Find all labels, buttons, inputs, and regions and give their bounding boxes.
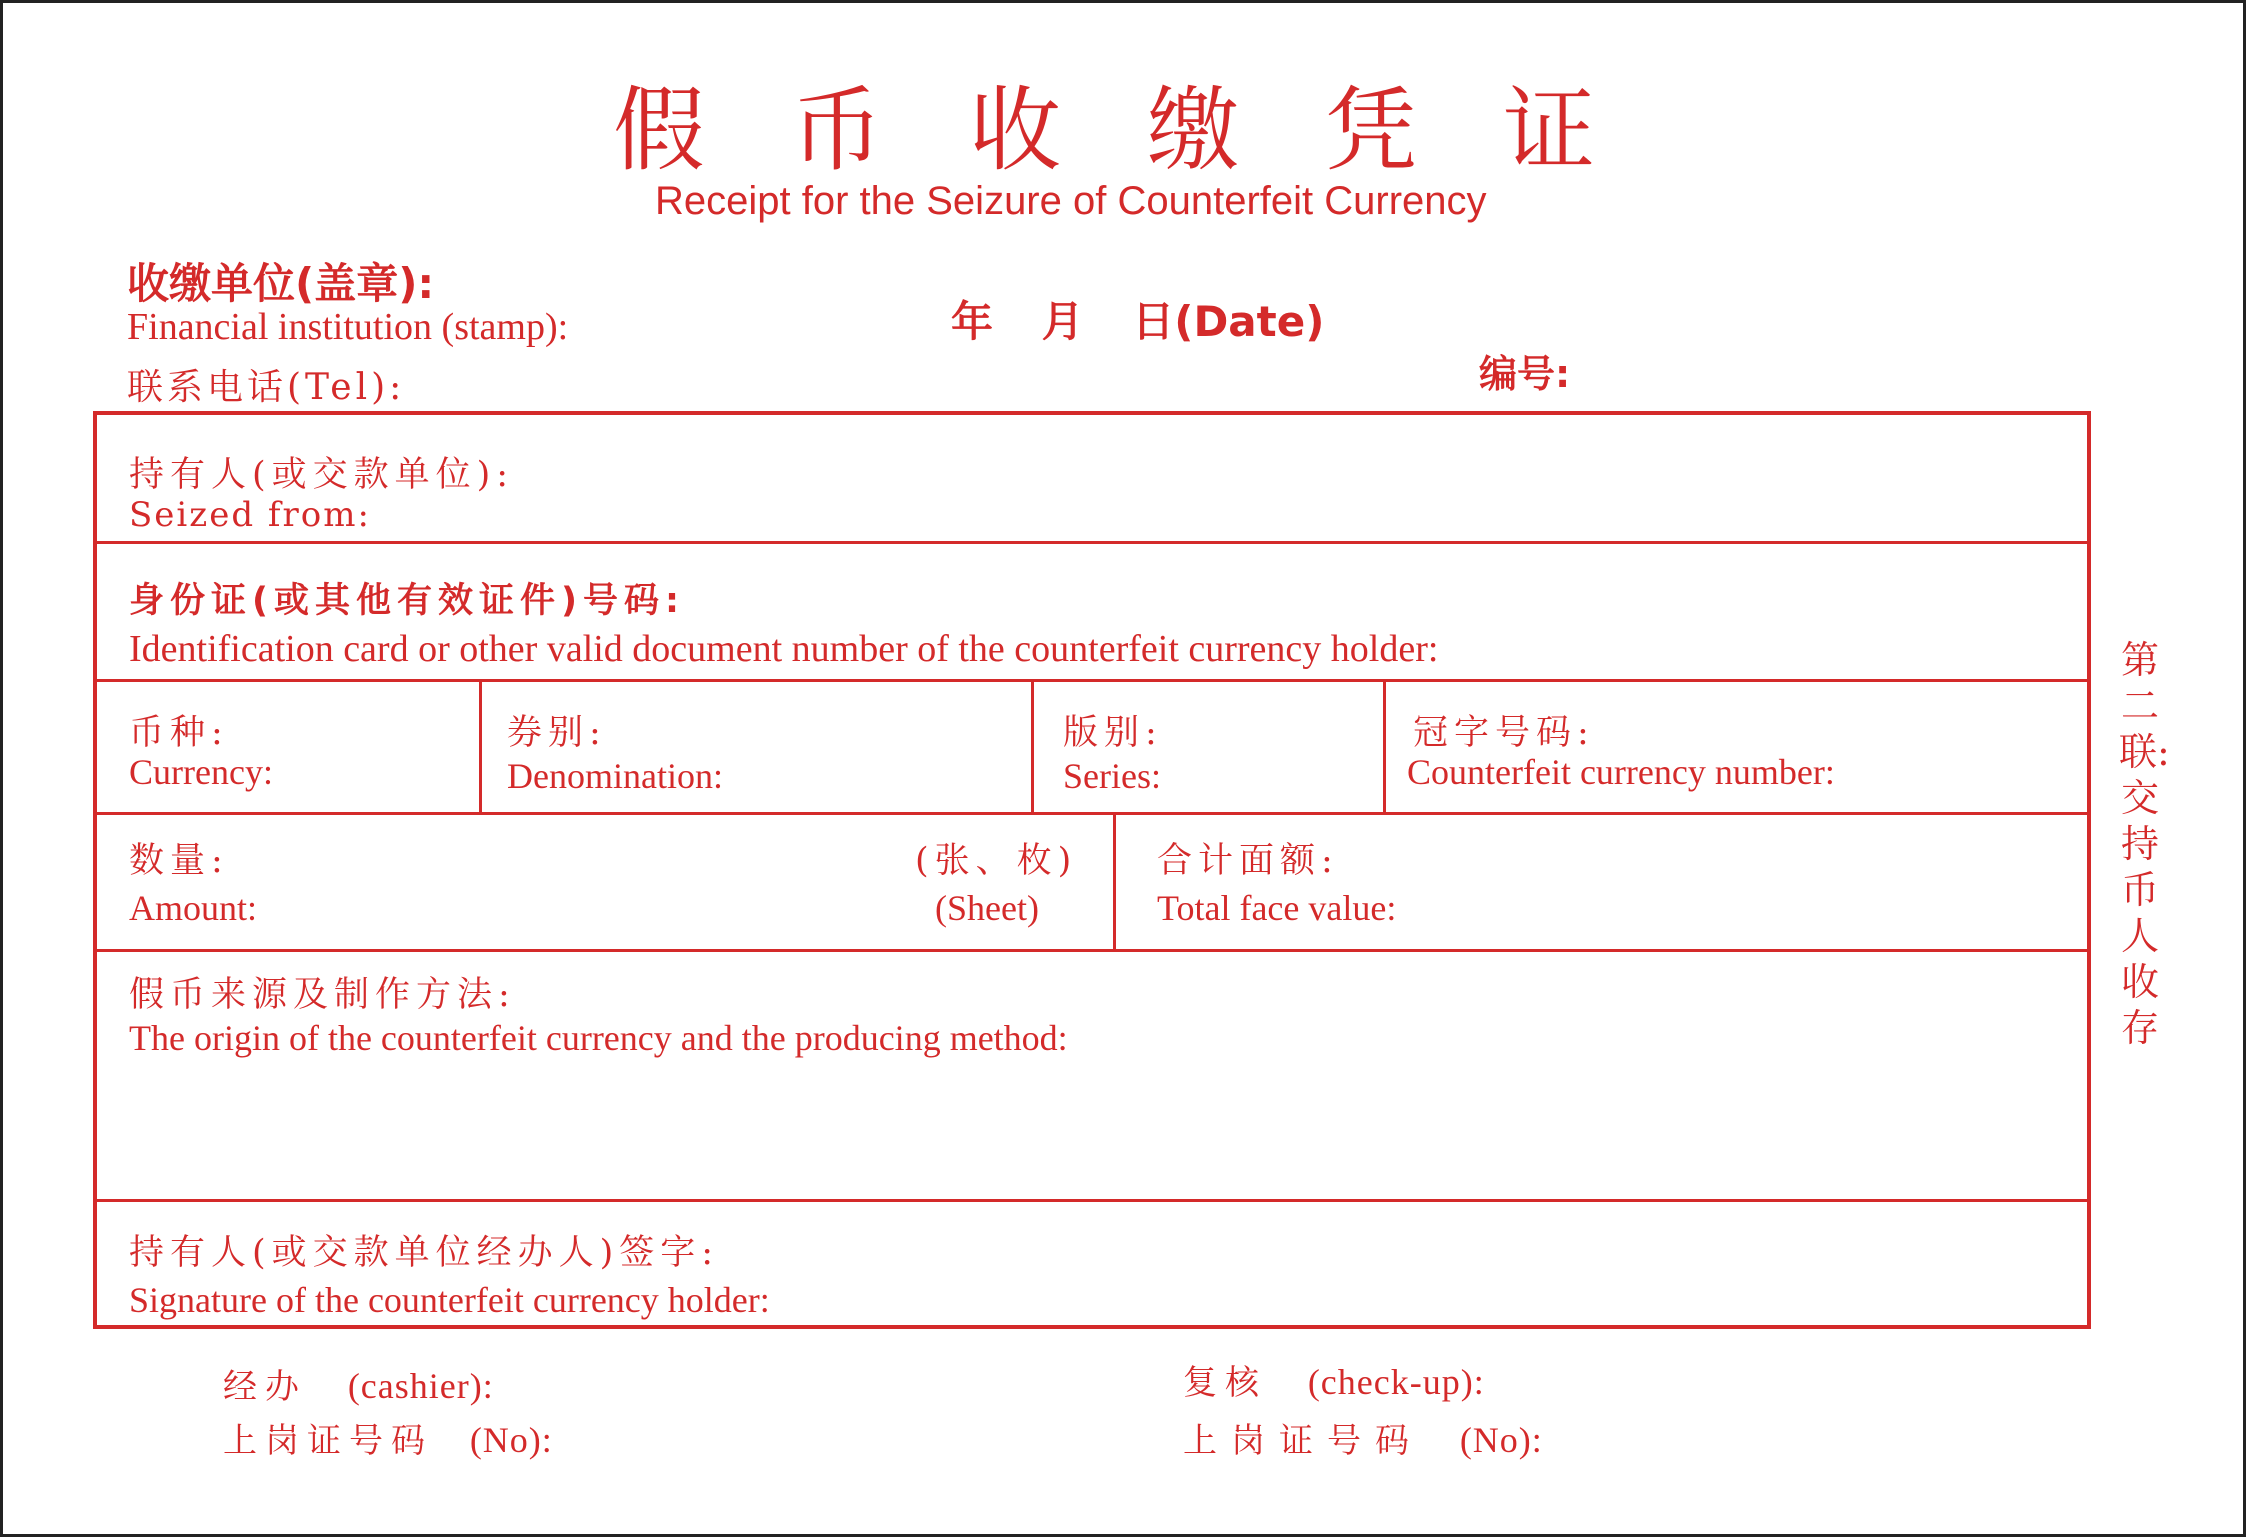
series-label-cn: 版别: <box>1063 713 1163 753</box>
row-divider <box>97 812 2087 815</box>
total-value-label-en: Total face value: <box>1157 888 1397 928</box>
serial-number-label-en: Counterfeit currency number: <box>1407 752 1835 792</box>
checkup-no-label-en: (No): <box>1459 1420 1543 1460</box>
cashier-no-label-cn: 上岗证号码 <box>223 1421 433 1461</box>
id-label-cn: 身份证(或其他有效证件)号码: <box>129 581 685 621</box>
denomination-label-en: Denomination: <box>507 756 723 796</box>
column-divider <box>1383 679 1386 812</box>
amount-unit-en: (Sheet) <box>935 888 1039 928</box>
signature-label-cn: 持有人(或交款单位经办人)签字: <box>129 1233 720 1273</box>
currency-label-cn: 币种: <box>129 713 229 753</box>
amount-label-en: Amount: <box>129 888 258 928</box>
serial-number-label: 编号: <box>1479 352 1571 396</box>
column-divider <box>1031 679 1034 812</box>
title-chinese: 假币收缴凭证 <box>613 77 1682 184</box>
cashier-label-cn: 经办 <box>223 1367 307 1407</box>
row-divider <box>97 949 2087 952</box>
denomination-label-cn: 券别: <box>507 713 607 753</box>
institution-label-cn: 收缴单位(盖章): <box>127 259 435 308</box>
origin-label-en: The origin of the counterfeit currency and the producing method: <box>129 1018 1068 1058</box>
holder-label-cn: 持有人(或交款单位): <box>129 455 515 495</box>
checkup-label <box>1183 1355 1485 1404</box>
currency-label-en: Currency: <box>129 752 273 792</box>
checkup-no-label-cn: 上岗证号码 <box>1183 1421 1423 1461</box>
column-divider <box>479 679 482 812</box>
signature-label-en: Signature of the counterfeit currency holder: <box>129 1280 770 1320</box>
checkup-no-label <box>1183 1413 1543 1462</box>
tel-label: 联系电话(Tel): <box>127 367 406 408</box>
checkup-label-en: (check-up): <box>1307 1362 1485 1402</box>
cashier-label-en: (cashier): <box>347 1366 494 1406</box>
cashier-no-label <box>223 1413 553 1462</box>
copy-note: 第二联:交持币人收存 <box>2119 638 2170 1050</box>
cashier-no-label-en: (No): <box>469 1420 553 1460</box>
holder-label-en: Seized from: <box>129 495 371 535</box>
id-label-en: Identification card or other valid document number of the counterfeit currency holder: <box>129 628 1439 670</box>
origin-label-cn: 假币来源及制作方法: <box>129 975 516 1015</box>
row-divider <box>97 541 2087 544</box>
cashier-label <box>223 1359 494 1408</box>
column-divider <box>1113 812 1116 949</box>
form-table <box>93 411 2091 1329</box>
series-label-en: Series: <box>1063 756 1161 796</box>
amount-label-cn: 数量: <box>129 841 229 881</box>
date-label: 年 月 日(Date) <box>951 297 1325 346</box>
amount-unit-cn: (张、枚) <box>915 841 1078 881</box>
serial-number-label-cn: 冠字号码: <box>1413 713 1595 753</box>
total-value-label-cn: 合计面额: <box>1157 841 1339 881</box>
row-divider <box>97 679 2087 682</box>
row-divider <box>97 1199 2087 1202</box>
title-english: Receipt for the Seizure of Counterfeit Currency <box>655 179 1487 223</box>
checkup-label-cn: 复核 <box>1183 1363 1267 1403</box>
institution-label-en: Financial institution (stamp): <box>127 306 569 348</box>
